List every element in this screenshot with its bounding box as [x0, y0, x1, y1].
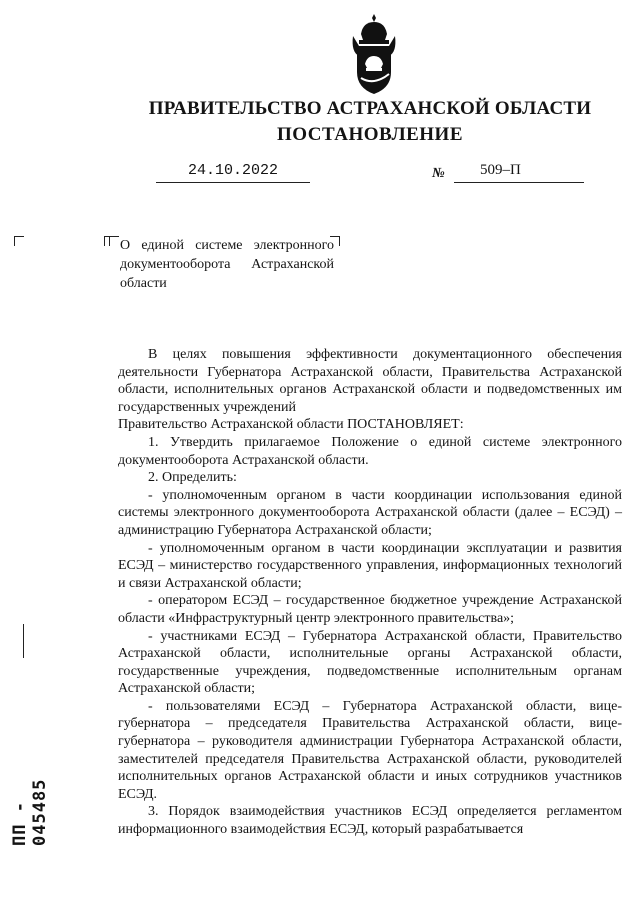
paragraph: 3. Порядок взаимодействия участников ЕСЭД определяется регламентом информационного взаимодействия ЕСЭД, который разрабатывается — [118, 804, 622, 838]
paragraph: 1. Утвердить прилагаемое Положение о единой системе электронного документооборота Астраханской области. — [118, 434, 622, 468]
paragraph: 2. Определить: — [148, 470, 237, 486]
document-body — [118, 346, 622, 839]
paragraph: - оператором ЕСЭД – государственное бюджетное учреждение Астраханской области «Инфраструктурный центр электронного правительства»; — [118, 593, 622, 626]
margin-serial-number: ПП - 045485 — [10, 778, 50, 846]
coat-of-arms-icon — [345, 12, 403, 98]
corner-mark — [14, 236, 24, 246]
document-type: ПОСТАНОВЛЕНИЕ — [276, 124, 464, 145]
paragraph: - уполномоченным органом в части координации эксплуатации и развития ЕСЭД – министерство государственного управления, информационных технологий и связи Астраханской области; — [118, 540, 622, 591]
paragraph: Правительство Астраханской области ПОСТАНОВЛЯЕТ: — [118, 417, 464, 433]
document-number: 509–П — [480, 162, 521, 178]
margin-line — [23, 624, 24, 658]
paragraph: - пользователями ЕСЭД – Губернатора Астраханской области, вице-губернатора – председателя Правительства Астраханской области, вице-губернатора – руководителя администрации Губернатора Астраханской области, заместителей председателя Правительства Астраханской области, руководителей исполнительных органов Астраханской области и иных сотрудников участников ЕСЭД. — [118, 698, 622, 802]
document-subject: О единой системе электронного документооборота Астраханской области — [120, 238, 334, 291]
corner-mark — [109, 236, 119, 246]
paragraph: - уполномоченным органом в части координации использования единой системы электронного документооборота Астраханской области (далее – ЕСЭД) – администрацию Губернатора Астраханской области; — [118, 487, 622, 538]
government-title: ПРАВИТЕЛЬСТВО АСТРАХАНСКОЙ ОБЛАСТИ — [148, 98, 592, 119]
paragraph: В целях повышения эффективности документационного обеспечения деятельности Губернатора Астраханской области, Правительства Астраханской области, исполнительных органов Астраханской области и подведомственных им государственных учреждений — [118, 347, 622, 415]
document-date: 24.10.2022 — [187, 162, 278, 179]
paragraph: - участниками ЕСЭД – Губернатора Астраханской области, Правительство Астраханской области, исполнительные органы Астраханской области, государственные учреждения, подведомственные исполнительным органам Астраханской области; — [118, 628, 622, 697]
number-sign: № — [432, 166, 445, 181]
